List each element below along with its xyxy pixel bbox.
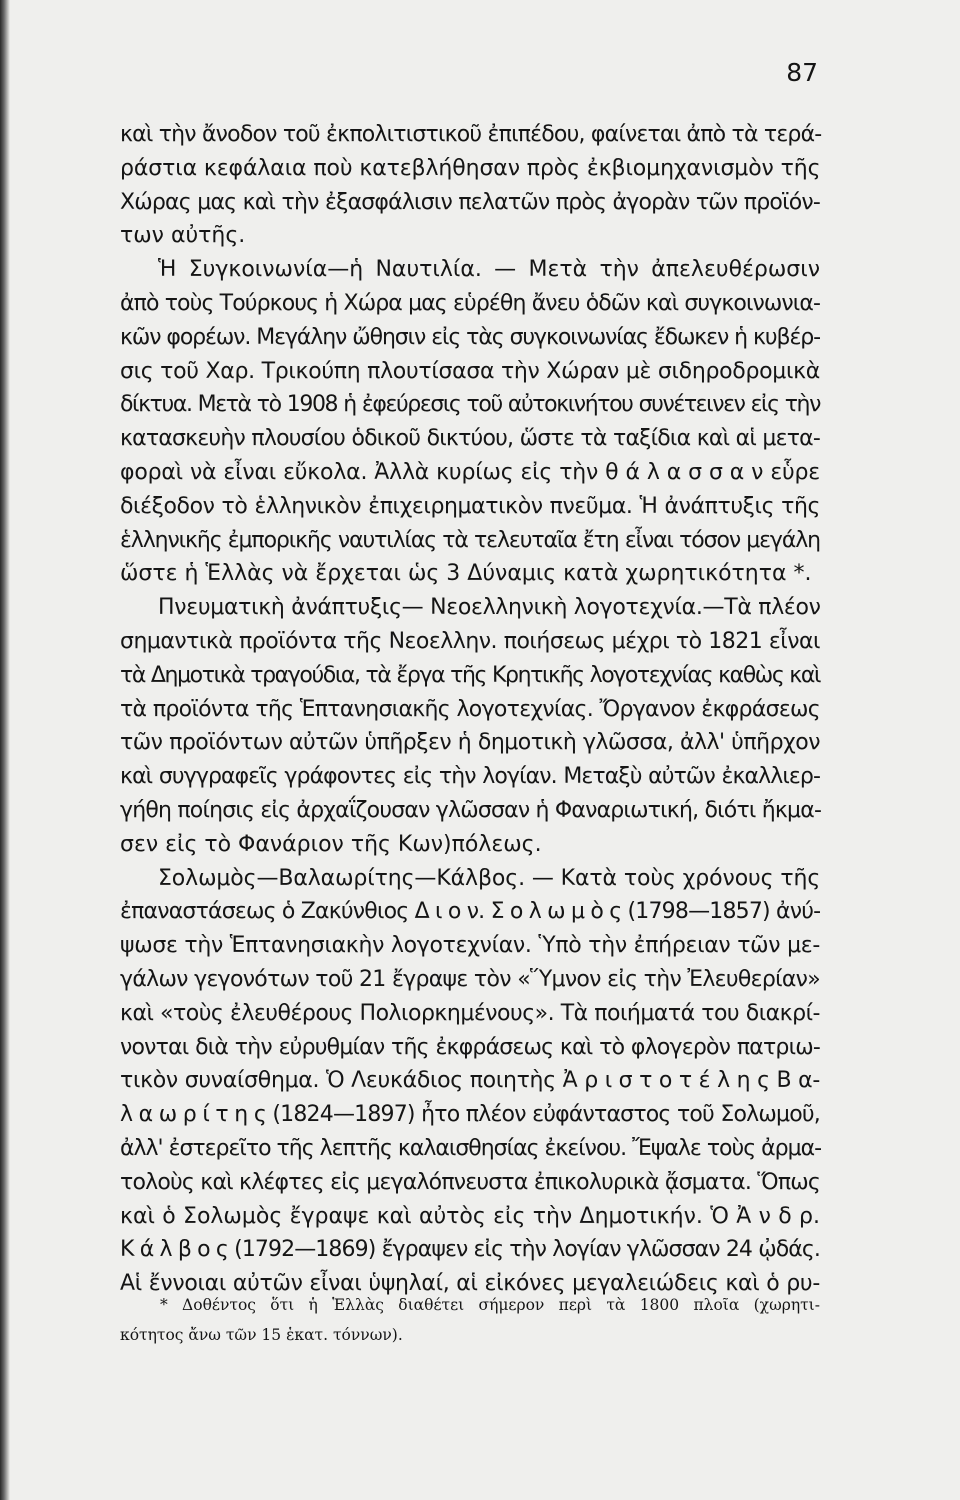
text-line: δίκτυα. Μετὰ τὸ 1908 ἡ ἐφεύρεσις τοῦ αὐτοκινήτου συνέτεινεν εἰς τὴν (120, 392, 820, 418)
text-line: τικὸν συναίσθημα. Ὁ Λευκάδιος ποιητὴς Ἀ ρ ι σ τ ο τ έ λ η ς Β α- (120, 1068, 820, 1094)
text-line: ἀπὸ τοὺς Τούρκους ἡ Χώρα μας εὑρέθη ἄνευ ὁδῶν καὶ συγκοινωνια- (120, 290, 820, 316)
text-line: κατασκευὴν πλουσίου ὁδικοῦ δικτύου, ὥστε τὰ ταξίδια καὶ αἱ μετα- (120, 426, 820, 452)
text-line: γήθη ποίησις εἰς ἀρχαΐζουσαν γλῶσσαν ἡ Φαναριωτική, διότι ἤκμα- (120, 797, 822, 823)
text-line: τὰ Δημοτικὰ τραγούδια, τὰ ἔργα τῆς Κρητικῆς λογοτεχνίας καθὼς καὶ (120, 662, 820, 688)
body-text (120, 118, 820, 1301)
text-line: γάλων γεγονότων τοῦ 21 ἔγραψε τὸν «Ὕμνον εἰς τὴν Ἐλευθερίαν» (120, 966, 820, 992)
text-line: καὶ συγγραφεῖς γράφοντες εἰς τὴν λογίαν. Μεταξὺ αὐτῶν ἐκαλλιερ- (120, 764, 820, 790)
text-line: λ α ω ρ ί τ η ς (1824—1897) ἦτο πλέον εὐφάνταστος τοῦ Σολωμοῦ, (120, 1102, 820, 1128)
footnote-line: * Δοθέντος ὅτι ἡ Ἑλλὰς διαθέτει σήμερον περὶ τὰ 1800 πλοῖα (χωρητι- (160, 1296, 820, 1314)
text-line: σεν εἰς τὸ Φανάριον τῆς Κων)πόλεως. (120, 831, 542, 857)
text-line: καὶ «τοὺς ἐλευθέρους Πολιορκημένους». Τὰ ποιήματά του διακρί- (120, 1000, 820, 1026)
footnote-line: κότητος ἄνω τῶν 15 ἑκατ. τόννων). (120, 1326, 403, 1344)
text-line: κῶν φορέων. Μεγάλην ὤθησιν εἰς τὰς συγκοινωνίας ἔδωκεν ἡ κυβέρ- (120, 324, 820, 350)
page-number: 87 (786, 58, 818, 87)
section-heading-line: Σολωμὸς—Βαλαωρίτης—Κάλβος. — Κατὰ τοὺς χρόνους τῆς (158, 865, 821, 891)
text-line: φοραὶ νὰ εἶναι εὔκολα. Ἀλλὰ κυρίως εἰς τὴν θ ά λ α σ σ α ν εὗρε (120, 459, 820, 485)
text-line: ἀλλ' ἐστερεῖτο τῆς λεπτῆς καλαισθησίας ἐκείνου. Ἔψαλε τοὺς ἀρμα- (120, 1135, 822, 1161)
text-line: Χώρας μας καὶ τὴν ἐξασφάλισιν πελατῶν πρὸς ἀγορὰν τῶν προϊόν- (120, 189, 820, 215)
text-line: τῶν προϊόντων αὐτῶν ὑπῆρξεν ἡ δημοτικὴ γλῶσσα, ἀλλ' ὑπῆρχον (120, 730, 820, 756)
text-line: ὥστε ἡ Ἑλλὰς νὰ ἔρχεται ὡς 3 Δύναμις κατὰ χωρητικότητα *. (120, 561, 812, 587)
text-line: των αὐτῆς. (120, 223, 246, 249)
text-line: ἑλληνικῆς ἐμπορικῆς ναυτιλίας τὰ τελευταῖα ἔτη εἶναι τόσον μεγάλη (120, 527, 820, 553)
binding-shadow (0, 0, 10, 1500)
text-line: σημαντικὰ προϊόντα τῆς Νεοελλην. ποιήσεως μέχρι τὸ 1821 εἶναι (120, 628, 820, 654)
text-line: ἐπαναστάσεως ὁ Ζακύνθιος Δ ι ο ν. Σ ο λ ω μ ὸ ς (1798—1857) ἀνύ- (120, 899, 821, 925)
text-line: καὶ ὁ Σολωμὸς ἔγραψε καὶ αὐτὸς εἰς τὴν Δημοτικήν. Ὁ Ἀ ν δ ρ. (120, 1203, 820, 1229)
text-line: νονται διὰ τὴν εὐρυθμίαν τῆς ἐκφράσεως καὶ τὸ φλογερὸν πατριω- (120, 1034, 820, 1060)
text-line: ράστια κεφάλαια ποὺ κατεβλήθησαν πρὸς ἐκβιομηχανισμὸν τῆς (120, 155, 821, 181)
text-line: τολοὺς καὶ κλέφτες εἰς μεγαλόπνευστα ἐπικολυρικὰ ᾄσματα. Ὅπως (120, 1169, 820, 1195)
footnote (120, 1290, 820, 1350)
text-line: τὰ προϊόντα τῆς Ἑπτανησιακῆς λογοτεχνίας. Ὄργανον ἐκφράσεως (120, 696, 820, 722)
text-line: σις τοῦ Χαρ. Τρικούπη πλουτίσασα τὴν Χώραν μὲ σιδηροδρομικὰ (120, 358, 820, 384)
text-line: Αἱ ἔννοιαι αὐτῶν εἶναι ὑψηλαί, αἱ εἰκόνες μεγαλειώδεις καὶ ὁ ρυ- (120, 1271, 820, 1297)
text-line: Κ ά λ β ο ς (1792—1869) ἔγραψεν εἰς τὴν λογίαν γλῶσσαν 24 ᾠδάς. (120, 1237, 820, 1263)
text-line: διέξοδον τὸ ἑλληνικὸν ἐπιχειρηματικὸν πνεῦμα. Ἡ ἀνάπτυξις τῆς (120, 493, 820, 519)
section-heading-line: Πνευματικὴ ἀνάπτυξις— Νεοελληνικὴ λογοτεχνία.—Τὰ πλέον (158, 595, 821, 621)
text-line: καὶ τὴν ἄνοδον τοῦ ἐκπολιτιστικοῦ ἐπιπέδου, φαίνεται ἀπὸ τὰ τερά- (120, 122, 822, 147)
section-heading-line: Ἡ Συγκοινωνία—ἡ Ναυτιλία. — Μετὰ τὴν ἀπελευθέρωσιν (158, 257, 820, 283)
text-line: ψωσε τὴν Ἑπτανησιακὴν λογοτεχνίαν. Ὑπὸ τὴν ἐπήρειαν τῶν με- (120, 933, 820, 959)
